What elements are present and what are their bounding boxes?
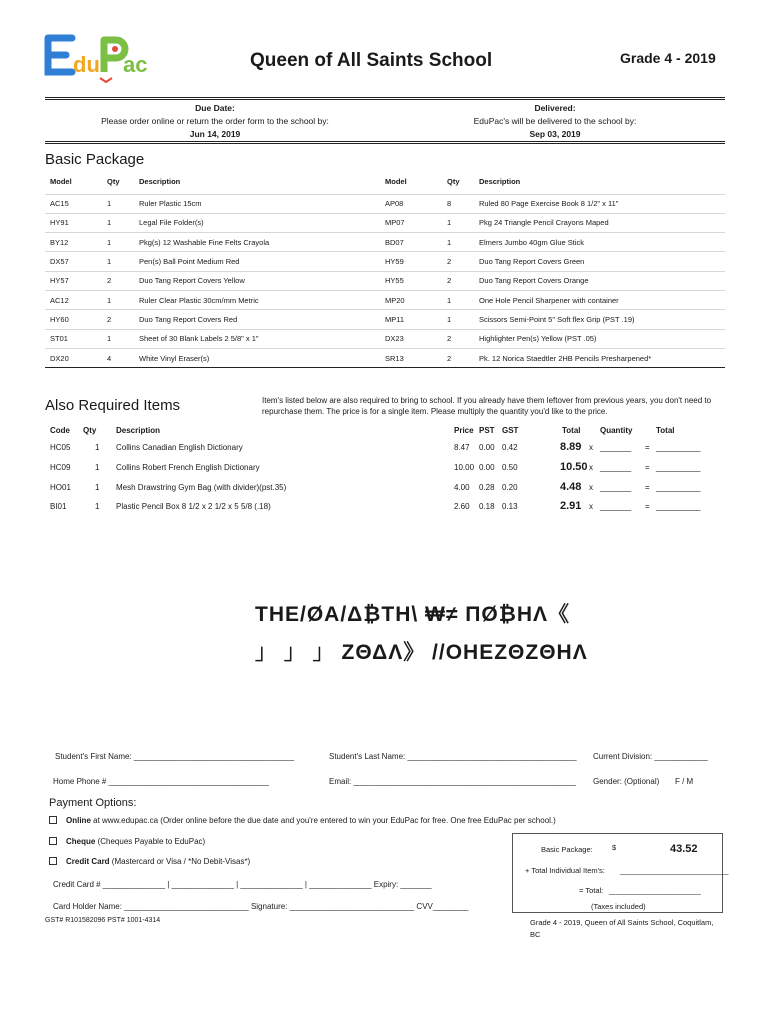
table-cell: MP20	[385, 290, 447, 309]
item-pst: 0.28	[479, 483, 495, 492]
gender-label: Gender: (Optional)	[593, 777, 660, 786]
table-cell: Elmers Jumbo 40gm Glue Stick	[479, 233, 725, 252]
basic-package-title: Basic Package	[45, 151, 145, 168]
email-field[interactable]: Email: __________________________________________________	[329, 777, 576, 786]
credit-card-number-field[interactable]: Credit Card # ______________ | ______________ | ______________ | ______________ Expiry: _______	[53, 880, 432, 889]
table-cell: Pkg(s) 12 Washable Fine Felts Crayola	[139, 233, 385, 252]
table-cell: Highlighter Pen(s) Yellow (PST .05)	[479, 329, 725, 348]
school-title: Queen of All Saints School	[250, 50, 493, 71]
table-cell: 1	[447, 233, 479, 252]
table-cell: HY55	[385, 271, 447, 290]
due-date-value: Jun 14, 2019	[189, 129, 241, 139]
home-phone-field[interactable]: Home Phone # ____________________________________	[53, 777, 269, 786]
multiply-sign: x	[589, 483, 593, 492]
table-cell: 1	[447, 310, 479, 329]
currency-symbol: $	[612, 843, 617, 852]
table-cell: BY12	[45, 233, 107, 252]
item-pst: 0.00	[479, 463, 495, 472]
item-total: 2.91	[560, 500, 582, 512]
item-description: Mesh Drawstring Gym Bag (with divider)(pst.35)	[116, 483, 287, 492]
table-row	[45, 252, 725, 271]
last-name-field[interactable]: Student's Last Name: ______________________________________	[329, 752, 577, 761]
basic-package-amount: 43.52	[670, 843, 698, 855]
table-cell: Scissors Semi-Point 5" Soft flex Grip (PST .19)	[479, 310, 725, 329]
item-description: Collins Canadian English Dictionary	[116, 443, 243, 452]
table-cell: AP08	[385, 194, 447, 213]
taxes-note: (Taxes included)	[591, 902, 646, 911]
equals-sign: =	[645, 483, 650, 492]
table-cell: 2	[447, 271, 479, 290]
required-items-header	[45, 426, 725, 437]
table-cell: Ruler Plastic 15cm	[139, 194, 385, 213]
due-date-label: Due Date:	[195, 103, 235, 113]
item-description: Collins Robert French English Dictionary	[116, 463, 260, 472]
table-cell: BD07	[385, 233, 447, 252]
cheque-checkbox[interactable]	[49, 837, 57, 845]
column-header: Model	[50, 177, 72, 187]
svg-text:ac: ac	[123, 52, 148, 77]
basic-package-table	[45, 170, 725, 368]
column-header: PST	[479, 426, 495, 435]
table-header-row	[45, 170, 725, 194]
table-cell: Duo Tang Report Covers Green	[479, 252, 725, 271]
card-holder-field[interactable]: Card Holder Name: ____________________________ Signature: ____________________________ CVV________	[53, 902, 469, 911]
delivered-label: Delivered:	[534, 103, 576, 113]
table-cell: Duo Tang Report Covers Yellow	[139, 271, 385, 290]
delivered-date-value: Sep 03, 2019	[529, 129, 581, 139]
garbled-text-line: 」 」 」 ΖΘΔΛ》 //ΟΗΕΖΘΖΘΗΛ	[255, 641, 588, 664]
item-description: Plastic Pencil Box 8 1/2 x 2 1/2 x 5 5/8 (.18)	[116, 502, 271, 511]
table-cell: 1	[107, 233, 139, 252]
table-row	[45, 290, 725, 309]
table-row	[45, 194, 725, 213]
table-cell: Pen(s) Ball Point Medium Red	[139, 252, 385, 271]
equals-sign: =	[645, 463, 650, 472]
edupac-logo	[42, 30, 154, 84]
column-header: Model	[385, 177, 407, 187]
table-cell: DX57	[45, 252, 107, 271]
online-label: Online	[66, 816, 91, 825]
column-header: Total	[562, 426, 581, 435]
table-cell: 1	[107, 213, 139, 232]
table-cell: 2	[447, 252, 479, 271]
item-price: 8.47	[454, 443, 470, 452]
item-qty: 1	[95, 502, 100, 511]
payment-options-title: Payment Options:	[49, 797, 137, 809]
item-gst: 0.50	[502, 463, 518, 472]
item-total: 8.89	[560, 441, 582, 453]
payment-online-option[interactable]	[49, 816, 556, 825]
item-price: 2.60	[454, 502, 470, 511]
delivered-text: EduPac's will be delivered to the school by:	[473, 116, 637, 126]
total-blank[interactable]: __________	[656, 502, 701, 511]
footer-school-line: Grade 4 - 2019, Queen of All Saints School, Coquitlam, BC	[530, 918, 714, 939]
table-row	[45, 271, 725, 290]
table-cell: 2	[107, 310, 139, 329]
svg-text:du: du	[73, 52, 100, 77]
table-cell: Duo Tang Report Covers Red	[139, 310, 385, 329]
multiply-sign: x	[589, 443, 593, 452]
due-date-block	[70, 102, 360, 141]
column-header: Description	[139, 177, 181, 187]
total-blank[interactable]: __________	[656, 443, 701, 452]
item-total: 10.50	[560, 461, 588, 473]
totals-box	[512, 833, 729, 913]
online-checkbox[interactable]	[49, 816, 57, 824]
info-rule	[45, 141, 725, 144]
item-code: BI01	[50, 502, 67, 511]
table-cell: MP07	[385, 213, 447, 232]
table-cell: 2	[447, 348, 479, 367]
column-header: Price	[454, 426, 474, 435]
division-field[interactable]: Current Division: ____________	[593, 752, 708, 761]
equals-sign: =	[645, 502, 650, 511]
credit-card-text: (Mastercard or Visa / *No Debit-Visas*)	[111, 857, 251, 866]
grand-total-label: = Total:	[579, 886, 604, 895]
grade-label: Grade 4 - 2019	[620, 50, 716, 66]
table-cell: SR13	[385, 348, 447, 367]
gst-number: GST# R101582096 PST# 1001-4314	[45, 917, 161, 924]
table-cell: Pkg 24 Triangle Pencil Crayons Maped	[479, 213, 725, 232]
table-cell: One Hole Pencil Sharpener with container	[479, 290, 725, 309]
garbled-text-line: THE/ØA/Δ₿ΤΗ\ ₩≠ ΠØ₿ΗΛ《	[255, 603, 571, 626]
table-cell: HY60	[45, 310, 107, 329]
delivered-block	[410, 102, 700, 141]
grand-total-blank[interactable]: ______________________	[609, 886, 701, 895]
total-blank[interactable]: __________	[656, 463, 701, 472]
table-row	[45, 329, 725, 348]
item-pst: 0.18	[479, 502, 495, 511]
cheque-label: Cheque	[66, 837, 96, 846]
equals-sign: =	[645, 443, 650, 452]
table-cell: 1	[447, 290, 479, 309]
item-code: HO01	[50, 483, 71, 492]
table-cell: White Vinyl Eraser(s)	[139, 348, 385, 367]
individual-items-label: + Total Individual Item's:	[525, 866, 605, 875]
column-header: Quantity	[600, 426, 633, 435]
table-cell: AC15	[45, 194, 107, 213]
basic-package-total-label: Basic Package:	[541, 845, 593, 854]
column-header: Qty	[107, 177, 120, 187]
table-cell: 1	[447, 213, 479, 232]
also-required-title: Also Required Items	[45, 397, 181, 414]
table-cell: 8	[447, 194, 479, 213]
cheque-text: (Cheques Payable to EduPac)	[97, 837, 206, 846]
table-cell: 1	[107, 252, 139, 271]
total-blank[interactable]: __________	[656, 483, 701, 492]
table-cell: 1	[107, 329, 139, 348]
item-code: HC09	[50, 463, 71, 472]
also-required-note: Item's listed below are also required to bring to school. If you already have them leftover from previous years, you don't need to repurchase them. The price is for a single item. Please multiply the quantity you'd like to the price.	[262, 396, 712, 416]
table-cell: 1	[107, 194, 139, 213]
quantity-blank[interactable]: _______	[600, 463, 632, 472]
column-header: Description	[479, 177, 521, 187]
item-gst: 0.20	[502, 483, 518, 492]
item-code: HC05	[50, 443, 71, 452]
item-gst: 0.13	[502, 502, 518, 511]
table-cell: 2	[107, 271, 139, 290]
online-text: at www.edupac.ca (Order online before the due date and you're entered to win your EduPac for free. One free EduPac per school.)	[93, 816, 556, 825]
table-cell: 1	[107, 290, 139, 309]
table-cell: Ruler Clear Plastic 30cm/mm Metric	[139, 290, 385, 309]
individual-items-blank[interactable]: __________________________	[620, 866, 729, 875]
item-qty: 1	[95, 463, 100, 472]
item-qty: 1	[95, 483, 100, 492]
item-price: 4.00	[454, 483, 470, 492]
multiply-sign: x	[589, 502, 593, 511]
column-header: Qty	[447, 177, 460, 187]
table-cell: DX20	[45, 348, 107, 367]
table-cell: Pk. 12 Norica Staedtler 2HB Pencils Presharpened*	[479, 348, 725, 367]
item-price: 10.00	[454, 463, 475, 472]
table-cell: Duo Tang Report Covers Orange	[479, 271, 725, 290]
table-row	[45, 348, 725, 367]
due-date-text: Please order online or return the order form to the school by:	[101, 116, 329, 126]
table-cell: Legal File Folder(s)	[139, 213, 385, 232]
table-cell: DX23	[385, 329, 447, 348]
table-cell: Sheet of 30 Blank Labels 2 5/8" x 1"	[139, 329, 385, 348]
gender-options[interactable]: F / M	[675, 777, 694, 786]
credit-card-label: Credit Card	[66, 857, 110, 866]
table-row	[45, 213, 725, 232]
table-cell: HY59	[385, 252, 447, 271]
item-gst: 0.42	[502, 443, 518, 452]
table-cell: HY91	[45, 213, 107, 232]
item-pst: 0.00	[479, 443, 495, 452]
item-total: 4.48	[560, 481, 582, 493]
multiply-sign: x	[589, 463, 593, 472]
table-row	[45, 310, 725, 329]
table-cell: HY57	[45, 271, 107, 290]
payment-credit-option[interactable]	[49, 857, 250, 866]
column-header: Total	[656, 426, 675, 435]
column-header: Code	[50, 426, 70, 435]
first-name-field[interactable]: Student's First Name: ____________________________________	[55, 752, 295, 761]
item-qty: 1	[95, 443, 100, 452]
column-header: Description	[116, 426, 161, 435]
table-row	[45, 233, 725, 252]
header-rule	[45, 97, 725, 100]
payment-cheque-option[interactable]	[49, 837, 205, 846]
table-cell: ST01	[45, 329, 107, 348]
quantity-blank[interactable]: _______	[600, 443, 632, 452]
table-cell: 4	[107, 348, 139, 367]
quantity-blank[interactable]: _______	[600, 502, 632, 511]
column-header: Qty	[83, 426, 97, 435]
credit-card-checkbox[interactable]	[49, 857, 57, 865]
table-cell: Ruled 80 Page Exercise Book 8 1/2" x 11"	[479, 194, 725, 213]
table-cell: AC12	[45, 290, 107, 309]
quantity-blank[interactable]: _______	[600, 483, 632, 492]
table-cell: MP11	[385, 310, 447, 329]
table-cell: 2	[447, 329, 479, 348]
column-header: GST	[502, 426, 519, 435]
